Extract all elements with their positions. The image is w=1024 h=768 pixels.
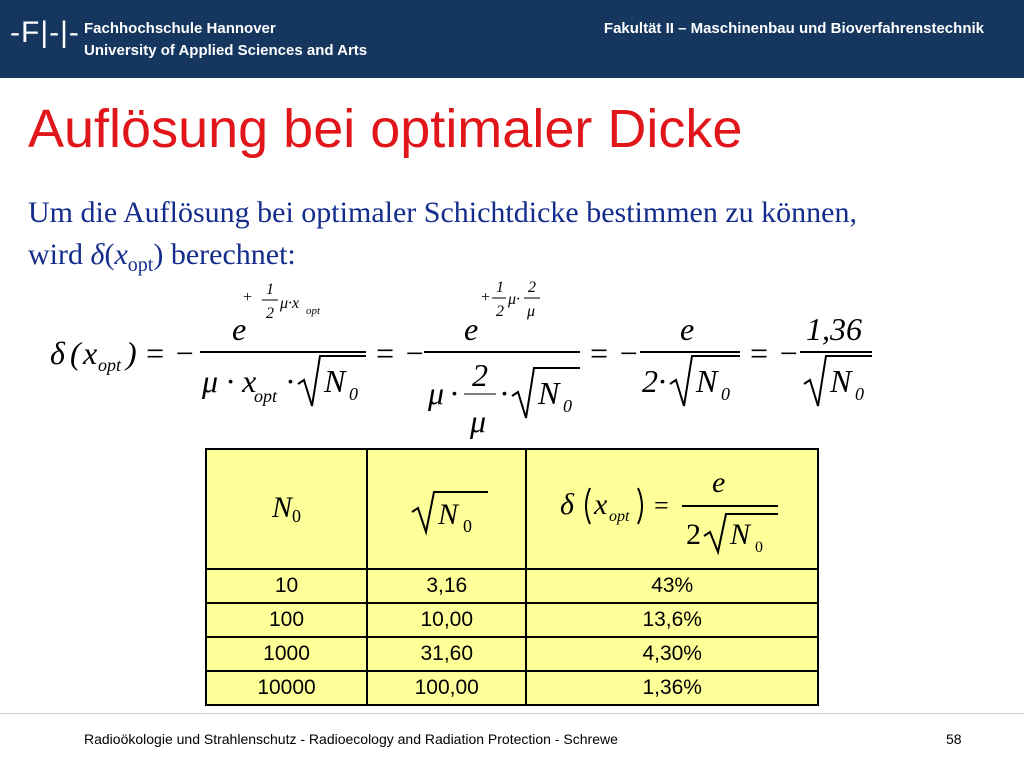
f2-den-two: 2 [472,357,488,393]
intro-wird: wird [28,238,91,271]
resolution-table [205,448,819,699]
formula-x-subscript: opt [98,355,122,375]
header-n0 [206,449,367,569]
table-header-row [206,449,818,569]
f2-den-mu-lower: μ [470,403,487,439]
fh-logo: -F|-|- [10,16,80,49]
resolution-formula [40,272,920,442]
f2-numerator-e: e [464,311,479,347]
table-row [206,637,818,671]
cell-sqrt-n0: 100,00 [367,671,526,705]
f2-exp-inner-mu: μ [527,303,536,320]
cell-n0: 1000 [206,637,367,671]
header-n0-N: N [272,490,293,524]
table-row [206,671,818,705]
page-number: 58 [946,731,962,747]
formula-x: x [83,335,98,371]
header-sqrt-N-subscript: 0 [462,516,472,536]
cell-n0: 100 [206,603,367,637]
f3-numerator-e: e [680,311,695,347]
cell-sqrt-n0: 31,60 [367,637,526,671]
header-n0-subscript: 0 [292,506,302,527]
intro-line-1: Um die Auflösung bei optimaler Schichtdicke bestimmen zu können, [28,196,857,229]
f2-exp-mu-dot: μ· [508,291,521,308]
header-sqrt-svg [402,476,492,536]
header-sqrt-n0 [367,449,526,569]
intro-end: ) berechnet: [153,238,296,271]
f1-exp-subscript: opt [306,305,321,317]
f3-den-two: 2· [642,363,666,399]
f2-den-N-subscript: 0 [563,396,572,416]
intro-x-symbol: x [114,238,128,271]
intro-delta-symbol: δ [90,238,105,271]
f4-numerator: 1,36 [806,311,862,347]
f2-den-dot-2: · [500,375,508,411]
formula-equals-1: = − [144,335,196,371]
slide-title: Auflösung bei optimaler Dicke [28,99,743,159]
formula-svg [40,272,920,442]
f2-den-dot-1: · [450,375,458,411]
faculty-name: Fakultät II – Maschinenbau und Bioverfahrenstechnik [603,20,984,37]
header-den-N-subscript: 0 [755,539,764,556]
f1-den-subscript: opt [254,386,278,406]
header-paren-right [638,488,642,524]
header-equals: = [654,491,669,520]
f2-exp-plus: + [480,289,491,306]
f2-exp-two: 2 [496,303,504,320]
f1-den-dot: · [286,363,294,399]
f1-den-N: N [324,363,346,399]
formula-equals-4: = − [748,335,800,371]
cell-delta: 43% [526,569,818,603]
header-numerator-e: e [712,466,726,499]
header-bar [0,0,1024,78]
f2-exp-one: 1 [496,279,504,296]
f2-den-N: N [538,375,560,411]
f3-den-N: N [696,363,718,399]
footer-divider [0,713,1024,714]
f1-exp-mu-x: μ·x [280,295,300,312]
table-row [206,569,818,603]
f1-numerator-e: e [232,311,247,347]
cell-delta: 1,36% [526,671,818,705]
cell-n0: 10000 [206,671,367,705]
formula-delta: δ [50,335,65,371]
f2-den-mu: μ [428,375,445,411]
f1-exp-one: 1 [266,281,274,298]
intro-opt-subscript: opt [127,254,154,276]
cell-delta: 4,30% [526,637,818,671]
header-delta: δ [560,488,575,521]
footer-text: Radioökologie und Strahlenschutz - Radioecology and Radiation Protection - Schrewe [84,731,618,747]
formula-paren-open: ( [70,335,81,371]
f4-den-N-subscript: 0 [855,384,864,404]
header-paren-left [586,488,590,524]
resolution-table-grid [205,448,819,706]
f1-exp-two: 2 [266,305,274,322]
institution-name: Fachhochschule Hannover [84,20,276,37]
header-delta-formula [526,449,818,569]
cell-sqrt-n0: 10,00 [367,603,526,637]
cell-n0: 10 [206,569,367,603]
table-row [206,603,818,637]
f1-den-mu-x: μ · x [202,363,257,399]
institution-subtitle: University of Applied Sciences and Arts [84,42,368,59]
header-x: x [594,488,608,521]
header-delta-svg [552,456,792,556]
header-den-two: 2 [686,518,702,551]
formula-paren-close: ) [126,335,137,371]
f1-exp-plus: + [242,289,253,306]
f4-den-N: N [830,363,852,399]
formula-equals-3: = − [588,335,640,371]
header-den-N: N [730,518,751,551]
f1-den-N-subscript: 0 [349,384,358,404]
cell-sqrt-n0: 3,16 [367,569,526,603]
header-x-subscript: opt [609,508,630,525]
f3-den-N-subscript: 0 [721,384,730,404]
formula-equals-2: = − [374,335,426,371]
cell-delta: 13,6% [526,603,818,637]
f2-exp-inner-two: 2 [528,279,536,296]
intro-line-2: wird $\delta(x_{opt})$ berechnet: [28,238,296,276]
header-sqrt-N: N [437,498,458,531]
